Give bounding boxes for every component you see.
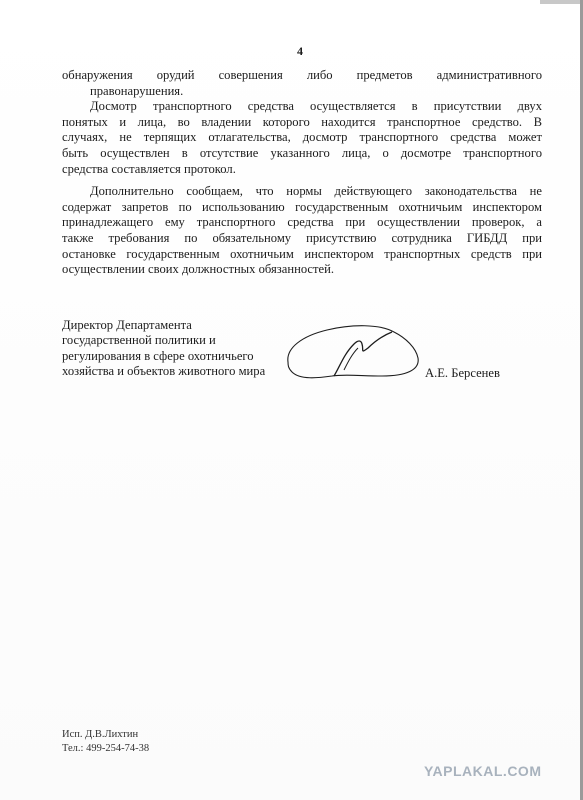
executor-name: Исп. Д.В.Лихтин	[62, 729, 139, 740]
text-line: правонарушения.	[90, 83, 184, 98]
scan-corner	[540, 0, 580, 4]
signer-title	[62, 318, 302, 380]
signer-title-line: регулирования в сфере охотничьего	[62, 348, 254, 363]
text-line: понятых и лица, во владении которого находится транспортное средство. В	[62, 114, 542, 129]
executor-phone: Тел.: 499-254-74-38	[62, 743, 150, 754]
text-line: обнаружения орудий совершения либо предметов административного	[62, 68, 542, 82]
text-line: остановке государственным охотничьим инспектором транспортных средств при	[62, 246, 542, 261]
paragraph-continuation	[62, 68, 542, 99]
executor-info	[62, 728, 149, 756]
signer-title-line: хозяйства и объектов животного мира	[62, 364, 266, 379]
paragraph-additional-info	[62, 184, 542, 278]
handwritten-signature	[282, 318, 422, 388]
text-line: Досмотр транспортного средства осуществляется в присутствии двух	[90, 99, 542, 114]
page-number: 4	[297, 44, 303, 58]
text-line: быть осуществлен в отсутствие указанного лица, о досмотре транспортного	[62, 145, 542, 160]
letter-body	[62, 68, 542, 278]
text-line: осуществлении своих должностных обязанностей.	[62, 262, 335, 277]
site-watermark: YAPLAKAL.COM	[424, 763, 542, 779]
text-line: средства составляется протокол.	[62, 161, 236, 176]
text-line: принадлежащего ему транспортного средства при осуществлении проверок, а	[62, 215, 542, 230]
text-line: содержат запретов по использованию государственным охотничьим инспектором	[62, 199, 542, 214]
text-line: также требования по обязательному присутствию сотрудника ГИБДД при	[62, 230, 542, 245]
signer-name: А.Е. Берсенев	[425, 366, 500, 380]
signer-title-line: государственной политики и	[62, 333, 216, 348]
text-line: случаях, не терпящих отлагательства, досмотр транспортного средства может	[62, 130, 542, 145]
text-line: Дополнительно сообщаем, что нормы действующего законодательства не	[90, 184, 542, 199]
signer-title-line: Директор Департамента	[62, 318, 192, 332]
paragraph-vehicle-inspection	[62, 99, 542, 177]
